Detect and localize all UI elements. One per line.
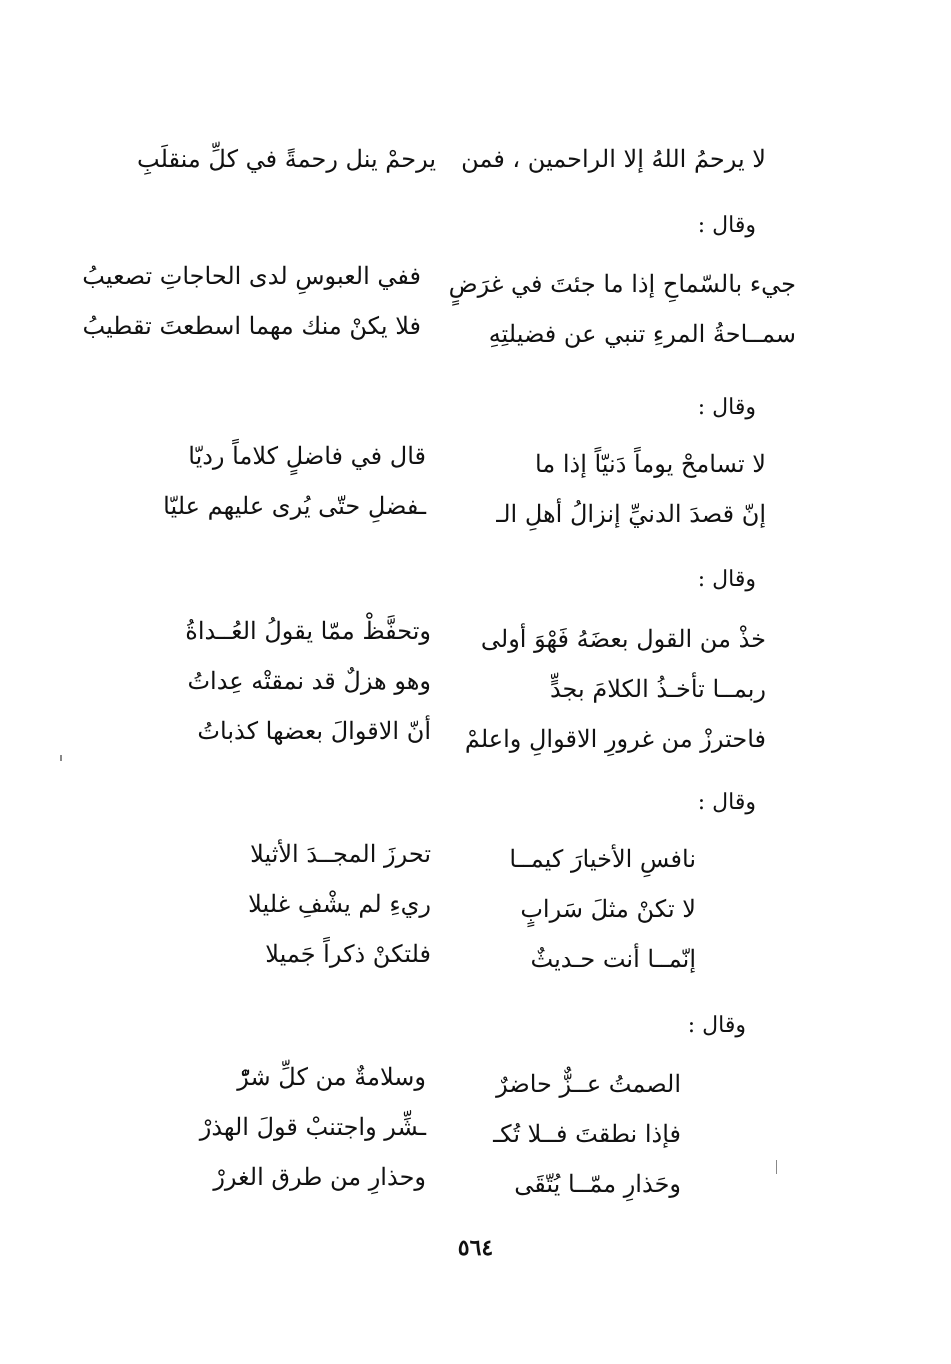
verse-3-2a: ربمــا تأخـذُ الكلامَ بجدٍّ [549,675,766,703]
verse-5-3a: وحَذارِ ممّــا يُتّقَى [514,1170,681,1198]
poem-intro-2: وقال : [697,395,756,420]
verse-2-2a: إنّ قصدَ الدنيِّ إنزالُ أهلِ الـ [496,500,766,528]
verse-3-1b: وتحفَّظْ ممّا يقولُ العُــداةُ [185,617,431,645]
verse-line-1b: يرحمْ ينل رحمةً في كلِّ منقلَبِ [137,145,436,173]
verse-4-1a: نافسِ الأخيارَ كيمــا [509,845,696,873]
page-number: ٥٦٤ [457,1235,494,1261]
verse-3-3a: فاحترزْ من غرورِ الاقوالِ واعلمْ [464,725,766,753]
verse-1-1b: ففي العبوسِ لدى الحاجاتِ تصعيبُ [82,262,421,290]
verse-4-2a: لا تكنْ مثلَ سَرابٍ [520,895,696,923]
poem-intro-3: وقال : [697,567,756,592]
verse-5-1b: وسلامةٌ من كلِّ شرّْ [237,1063,426,1091]
scan-speck [776,1160,777,1174]
verse-4-2b: ريءِ لم يشْفِ غليلا [248,890,431,918]
verse-4-1b: تحرزَ المجــدَ الأثيلا [250,840,431,868]
verse-1-1a: جيء بالسّماحِ إذا ما جئتَ في غرَضٍ [448,270,796,298]
verse-5-1a: الصمتُ عــزٌّ حاضرٌ [496,1070,681,1098]
verse-line-1a: لا يرحمُ اللهُ إلا الراحمين ، فمن [461,145,766,173]
poem-intro-4: وقال : [697,790,756,815]
verse-3-2b: وهو هزلٌ قد نمقتْه عِداتُ [187,667,431,695]
verse-4-3a: إنّمــا أنت حـديثٌ [530,945,696,973]
verse-5-2a: فإذا نطقتَ فــلا تُكـ [493,1120,681,1148]
verse-3-1a: خذْ من القول بعضَهُ فَهْوَ أولى [480,625,766,653]
scan-speck [60,755,62,761]
poem-intro-5: وقال : [687,1013,746,1038]
verse-5-2b: ـشِّر واجتنبْ قولَ الهذرْ [199,1113,426,1141]
verse-1-2b: فلا يكنْ منك مهما اسطعتَ تقطيبُ [82,312,421,340]
verse-4-3b: فلتكنْ ذكراً جَميلا [265,940,431,968]
verse-2-1b: قال في فاضلٍ كلاماً رديّا [188,442,426,470]
poem-intro-1: وقال : [697,213,756,238]
verse-5-3b: وحذارِ من طرق الغررْ [213,1163,426,1191]
verse-2-1a: لا تسامحْ يوماً دَنيّاً إذا ما [535,450,766,478]
verse-2-2b: ـفضلِ حتّى يُرى عليهم عليّا [163,492,426,520]
verse-1-2a: سمــاحةُ المرءِ تنبي عن فضيلتِهِ [488,320,796,348]
verse-3-3b: أنّ الاقوالَ بعضها كذباتُ [197,717,431,745]
